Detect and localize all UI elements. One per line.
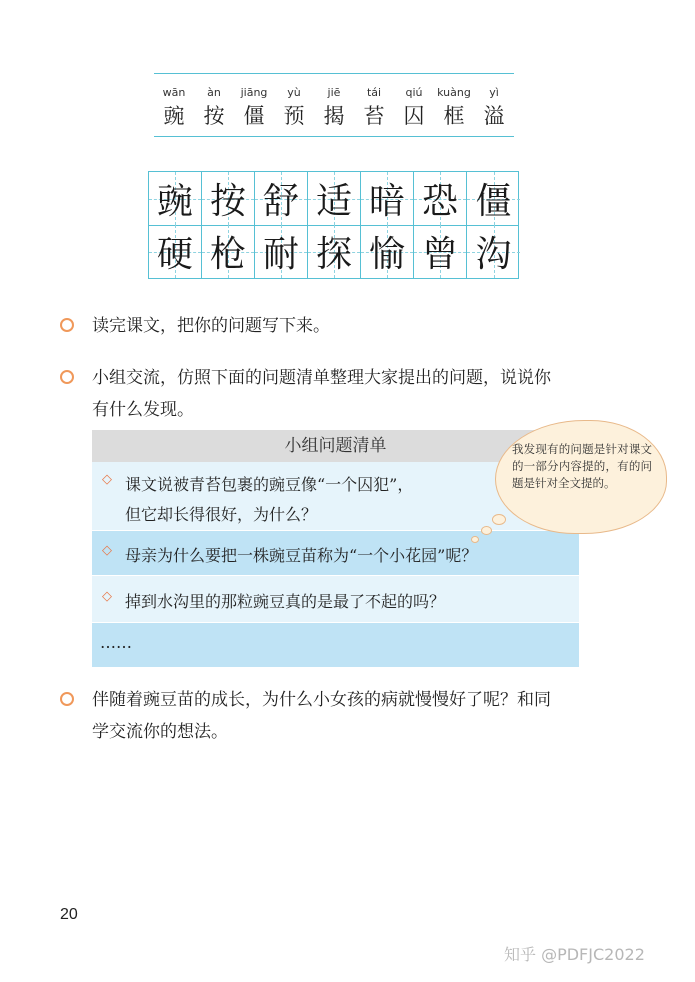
question-row-ellipsis xyxy=(92,623,579,668)
grid-character: 沟 xyxy=(475,234,512,275)
character: 按 xyxy=(203,104,225,128)
question-text-line-2: 但它却长得很好，为什么？ xyxy=(125,505,318,524)
grid-character: 适 xyxy=(315,181,352,222)
new-characters-pinyin-strip xyxy=(154,73,514,137)
grid-cell xyxy=(149,225,202,278)
thought-bubble-dot xyxy=(481,526,492,535)
character: 苔 xyxy=(363,104,385,128)
task-text-line-2: 学交流你的想法。 xyxy=(92,722,228,742)
character: 豌 xyxy=(163,104,185,128)
task-text-line-1: 小组交流，仿照下面的问题清单整理大家提出的问题，说说你 xyxy=(92,368,551,388)
question-text: 母亲为什么要把一株豌豆苗称为“一个小花园”呢？ xyxy=(125,546,478,565)
diamond-bullet-icon: ◇ xyxy=(102,589,112,604)
grid-character: 愉 xyxy=(368,234,405,275)
thought-bubble-dot xyxy=(492,514,506,525)
thought-bubble xyxy=(495,420,667,534)
grid-cell xyxy=(414,225,467,278)
grid-cell xyxy=(361,225,414,278)
pinyin: yù xyxy=(287,86,301,99)
ellipsis-text: …… xyxy=(100,633,132,652)
question-list-title: 小组问题清单 xyxy=(92,430,579,462)
character: 框 xyxy=(443,104,465,128)
grid-character: 僵 xyxy=(475,181,512,222)
pinyin: jiāng xyxy=(240,86,268,99)
character: 预 xyxy=(283,104,305,128)
watermark: 知乎 @PDFJC2022 xyxy=(504,945,645,964)
grid-character: 恐 xyxy=(421,181,458,222)
grid-character: 硬 xyxy=(156,234,193,275)
grid-cell xyxy=(467,172,520,225)
grid-cell xyxy=(202,225,255,278)
character: 溢 xyxy=(483,104,505,128)
circle-bullet-icon xyxy=(60,692,74,706)
page-number: 20 xyxy=(60,906,78,923)
task-text: 读完课文，把你的问题写下来。 xyxy=(92,316,330,336)
question-text-line-1: 课文说被青苔包裹的豌豆像“一个囚犯”， xyxy=(125,475,414,494)
grid-cell xyxy=(255,225,308,278)
grid-cell xyxy=(467,225,520,278)
pinyin: wān xyxy=(162,86,186,99)
thought-bubble-text: 我发现有的问题是针对课文的一部分内容提的，有的问题是针对全文提的。 xyxy=(512,442,652,490)
character: 囚 xyxy=(403,104,425,128)
grid-character: 曾 xyxy=(421,234,458,275)
grid-character: 探 xyxy=(315,234,352,275)
pinyin: tái xyxy=(366,86,382,99)
grid-cell xyxy=(202,172,255,225)
character: 揭 xyxy=(323,104,345,128)
pinyin: qiú xyxy=(405,86,423,99)
question-text: 掉到水沟里的那粒豌豆真的是最了不起的吗？ xyxy=(125,592,446,611)
grid-character: 豌 xyxy=(156,181,193,222)
question-row xyxy=(92,531,579,576)
grid-cell xyxy=(308,225,361,278)
circle-bullet-icon xyxy=(60,318,74,332)
pinyin: jiē xyxy=(327,86,341,99)
grid-character: 耐 xyxy=(262,234,299,275)
grid-character: 暗 xyxy=(368,181,405,222)
grid-character: 舒 xyxy=(262,181,299,222)
question-row xyxy=(92,576,579,623)
circle-bullet-icon xyxy=(60,370,74,384)
diamond-bullet-icon: ◇ xyxy=(102,472,112,487)
task-text-line-1: 伴随着豌豆苗的成长，为什么小女孩的病就慢慢好了呢？和同 xyxy=(92,690,551,710)
grid-cell xyxy=(414,172,467,225)
task-text-line-2: 有什么发现。 xyxy=(92,400,194,420)
pinyin: yì xyxy=(489,86,499,99)
character-writing-grid xyxy=(148,171,519,279)
grid-cell xyxy=(255,172,308,225)
pinyin: àn xyxy=(207,86,221,99)
grid-cell xyxy=(308,172,361,225)
grid-character: 按 xyxy=(209,181,246,222)
grid-cell xyxy=(149,172,202,225)
grid-cell xyxy=(361,172,414,225)
thought-bubble-dot xyxy=(471,536,479,543)
character: 僵 xyxy=(243,104,265,128)
diamond-bullet-icon: ◇ xyxy=(102,543,112,558)
pinyin: kuàng xyxy=(437,86,471,99)
grid-character: 枪 xyxy=(209,234,246,275)
